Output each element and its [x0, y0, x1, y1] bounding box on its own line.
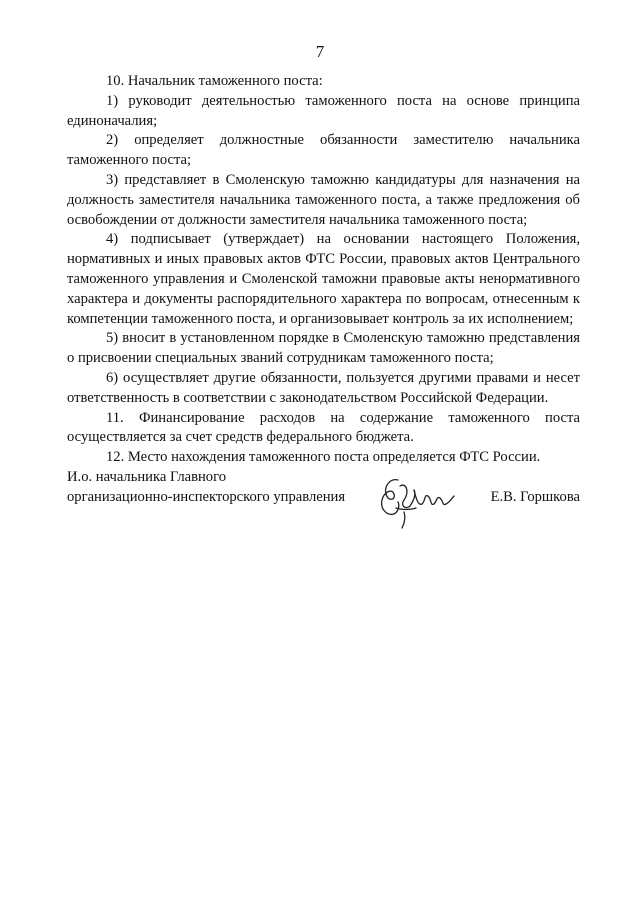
paragraph-10-item-2: 2) определяет должностные обязанности заместителю начальника таможенного поста;	[67, 132, 580, 169]
paragraph-11: 11. Финансирование расходов на содержание таможенного поста осуществляется за счет средств федерального бюджета.	[67, 409, 580, 446]
signature-block	[67, 468, 580, 508]
paragraph-10-item-3: 3) представляет в Смоленскую таможню кандидатуры для назначения на должность заместителя начальника таможенного поста, а также предложения об освобождении от должности заместителя начальника таможенного поста;	[67, 171, 580, 228]
paragraph-10-item-6: 6) осуществляет другие обязанности, пользуется другими правами и несет ответственность в соответствии с законодательством Российской Федерации.	[67, 369, 580, 406]
paragraph-12: 12. Место нахождения таможенного поста определяется ФТС России.	[106, 449, 541, 466]
page-number: 7	[315, 42, 325, 61]
paragraph-10: 10. Начальник таможенного поста:	[106, 73, 323, 89]
paragraph-10-item-5: 5) вносит в установленном порядке в Смоленскую таможню представления о присвоении специальных званий сотрудникам таможенного поста;	[67, 330, 580, 367]
document-body	[67, 72, 580, 468]
signatory-title-line-2: организационно-инспекторского управления	[67, 488, 346, 505]
paragraph-10-item-4: 4) подписывает (утверждает) на основании настоящего Положения, нормативных и иных правовых актов ФТС России, правовых актов Центрального таможенного управления и Смоленской таможни правовые акты ненормативного характера и документы распорядительного характера по вопросам, отнесенным к компетенции таможенного поста, и организовывает контроль за их исполнением;	[67, 231, 580, 327]
paragraph-10-item-1: 1) руководит деятельностью таможенного поста на основе принципа единоначалия;	[67, 92, 580, 129]
signatory-title-line-1: И.о. начальника Главного	[67, 469, 226, 485]
signatory-name: Е.В. Горшкова	[490, 488, 580, 505]
handwritten-signature-icon	[376, 472, 460, 532]
